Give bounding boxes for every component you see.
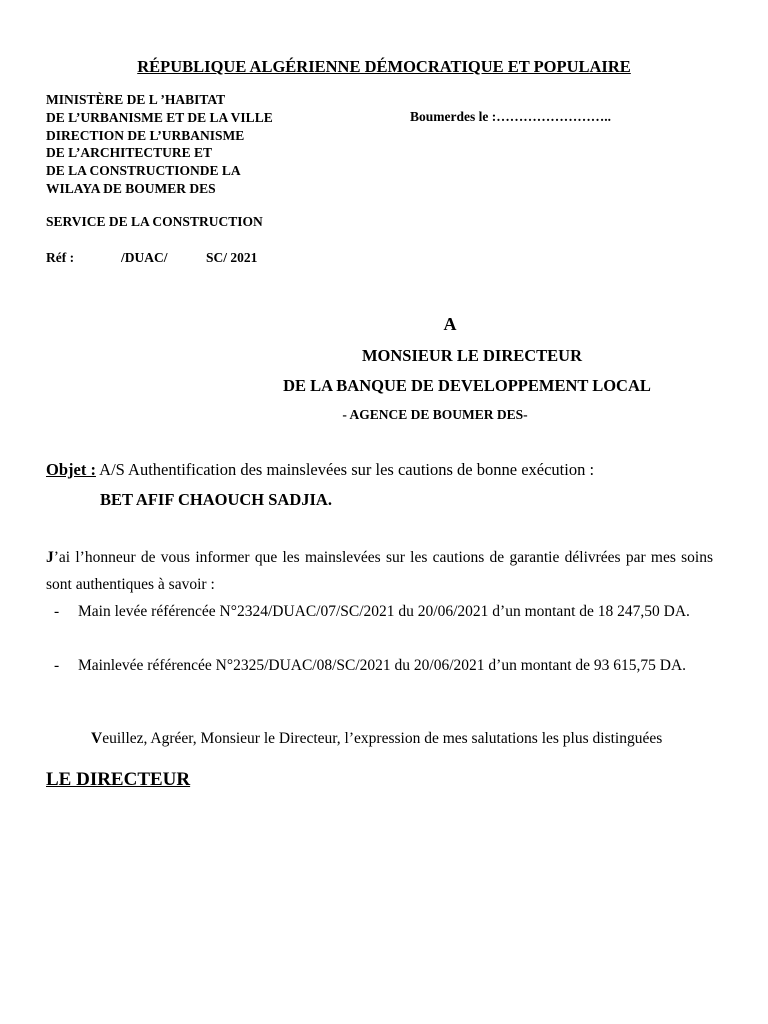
list-item-text: Main levée référencée N°2324/DUAC/07/SC/2021 du 20/06/2021 d’un montant de 18 247,50 DA. xyxy=(78,603,690,620)
service-name: SERVICE DE LA CONSTRUCTION xyxy=(46,214,263,229)
addressee-line-3: - AGENCE DE BOUMER DES- xyxy=(342,407,528,422)
drop-letter: J xyxy=(46,549,54,566)
ministry-line: DE LA CONSTRUCTIONDE LA xyxy=(46,163,241,179)
ministry-line: DIRECTION DE L’URBANISME xyxy=(46,127,245,143)
closing-text: euillez, Agréer, Monsieur le Directeur, l’expression de mes salutations les plus distinguées xyxy=(102,730,663,747)
addressee-line-1: MONSIEUR LE DIRECTEUR xyxy=(361,346,583,365)
subject-line xyxy=(46,460,594,480)
paragraph-text: ’ai l’honneur de vous informer que les mainslevées sur les cautions de garantie délivrées par mes soins sont authentiques à savoir : xyxy=(46,549,713,593)
date-value: :…………………….. xyxy=(488,109,611,124)
list-item xyxy=(54,598,713,625)
list-dash: - xyxy=(54,603,60,620)
addressee-line-2: DE LA BANQUE DE DEVELOPPEMENT LOCAL xyxy=(283,376,651,395)
date-line xyxy=(410,109,611,125)
list-dash: - xyxy=(54,657,60,674)
list-item-text: Mainlevée référencée N°2325/DUAC/08/SC/2021 du 20/06/2021 d’un montant de 93 615,75 DA. xyxy=(78,657,687,674)
ministry-line: WILAYA DE BOUMER DES xyxy=(46,180,216,196)
closing-formula xyxy=(91,730,662,748)
ministry-line: DE L’ARCHITECTURE ET xyxy=(46,145,213,161)
date-label: Boumerdes le xyxy=(410,109,489,124)
list-item xyxy=(54,652,713,679)
ministry-line: DE L’URBANISME ET DE LA VILLE xyxy=(46,109,273,125)
ministry-block xyxy=(46,91,273,198)
addressee-a: A xyxy=(443,314,457,334)
body-paragraph xyxy=(46,544,713,598)
ref-end: SC/ 2021 xyxy=(206,250,258,265)
reference-line xyxy=(46,250,257,266)
subject-text: A/S Authentification des mainslevées sur les cautions de bonne exécution : xyxy=(95,460,595,479)
ref-middle: /DUAC/ xyxy=(121,250,168,265)
closing-first-letter: V xyxy=(91,730,103,747)
ministry-line: MINISTÈRE DE L ’HABITAT xyxy=(46,92,226,107)
beneficiary-name: BET AFIF CHAOUCH SADJIA. xyxy=(100,490,332,509)
ref-label: Réf : xyxy=(46,250,75,265)
document-title: RÉPUBLIQUE ALGÉRIENNE DÉMOCRATIQUE ET POPULAIRE xyxy=(137,57,631,76)
signature-title: LE DIRECTEUR xyxy=(46,769,191,790)
subject-label: Objet : xyxy=(46,460,96,479)
